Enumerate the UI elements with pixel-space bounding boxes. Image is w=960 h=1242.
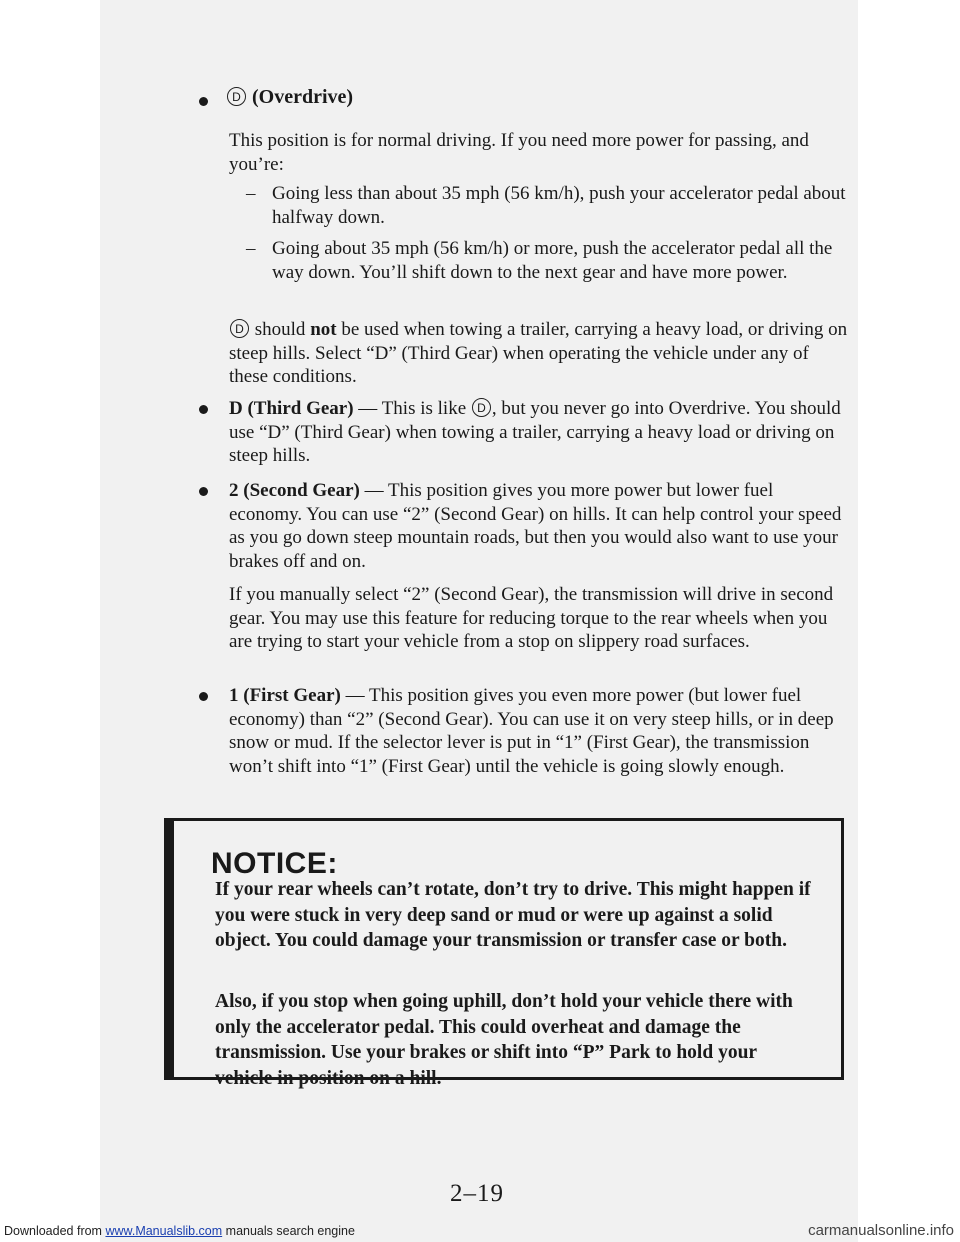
first-gear-title: 1 (First Gear)	[229, 685, 341, 706]
footer-download-note	[4, 1224, 355, 1238]
overdrive-note	[229, 318, 849, 389]
footer-suffix: manuals search engine	[225, 1224, 355, 1238]
notice-paragraph: Also, if you stop when going uphill, don’t hold your vehicle there with only the accelerator pedal. This could overheat and damage the transmission. Use your brakes or shift into “P” Park to hold your vehicle in position on a hill.	[215, 991, 793, 1089]
overdrive-symbol-icon: D	[227, 87, 246, 106]
third-gear-item	[229, 397, 849, 468]
notice-bar	[167, 821, 174, 1077]
third-gear-title: D (Third Gear)	[229, 398, 354, 419]
overdrive-symbol-icon: D	[230, 319, 249, 338]
overdrive-symbol-icon: D	[472, 398, 491, 417]
overdrive-note-text-2: be used when towing a trailer, carrying a heavy load, or driving on steep hills. Select “D” (Third Gear) when operating the vehicle under any of these conditions.	[229, 319, 848, 387]
dash-text: Going less than about 35 mph (56 km/h), push your accelerator pedal about halfway down.	[272, 183, 846, 228]
third-gear-text-2: , but you never go into Overdrive. You should use “D” (Third Gear) when towing a trailer, carrying a heavy load or driving on steep hills.	[229, 398, 841, 466]
notice-paragraph: If your rear wheels can’t rotate, don’t try to drive. This might happen if you were stuck in very deep sand or mud or were up against a solid object. You could damage your transmission or transfer case or both.	[215, 879, 811, 951]
bullet	[199, 97, 208, 106]
dash-marker: –	[246, 183, 256, 204]
overdrive-intro: This position is for normal driving. If you need more power for passing, and you’re:	[229, 130, 809, 175]
second-gear-followup: If you manually select “2” (Second Gear), the transmission will drive in second gear. You may use this feature for reducing torque to the rear wheels when you are trying to start your vehicle from a stop on slippery road surfaces.	[229, 584, 834, 652]
footer-prefix: Downloaded from	[4, 1224, 102, 1238]
footer-watermark: carmanualsonline.info	[808, 1222, 954, 1239]
first-gear-text: — This position gives you even more power (but lower fuel economy) than “2” (Second Gear). You can use it on very steep hills, or in deep snow or mud. If the selector lever is put in “1” (First Gear), the transmission won’t shift into “1” (First Gear) until the vehicle is going slowly enough.	[229, 685, 834, 777]
notice-title: NOTICE:	[211, 847, 338, 880]
notice-box	[164, 818, 844, 1089]
list-item	[246, 237, 849, 284]
bullet	[199, 692, 208, 701]
page-number: 2–19	[450, 1180, 504, 1207]
list-item	[246, 182, 849, 229]
footer-link[interactable]: www.Manualslib.com	[105, 1224, 223, 1238]
second-gear-title: 2 (Second Gear)	[229, 480, 360, 501]
bullet	[199, 487, 208, 496]
overdrive-heading-text: (Overdrive)	[252, 86, 354, 108]
overdrive-note-bold: not	[310, 319, 337, 340]
overdrive-note-text: should	[254, 319, 306, 340]
dash-text: Going about 35 mph (56 km/h) or more, push the accelerator pedal all the way down. You’ll shift down to the next gear and have more power.	[272, 238, 833, 283]
bullet	[199, 405, 208, 414]
second-gear-item	[229, 479, 849, 573]
second-gear-text: — This position gives you more power but lower fuel economy. You can use “2” (Second Gear) on hills. It can help control your speed as you go down steep mountain roads, but then you would also want to use your brakes off and on.	[229, 480, 842, 572]
first-gear-item	[229, 684, 849, 778]
dash-marker: –	[246, 238, 256, 259]
overdrive-heading	[226, 86, 353, 109]
third-gear-text: — This is like	[358, 398, 467, 419]
